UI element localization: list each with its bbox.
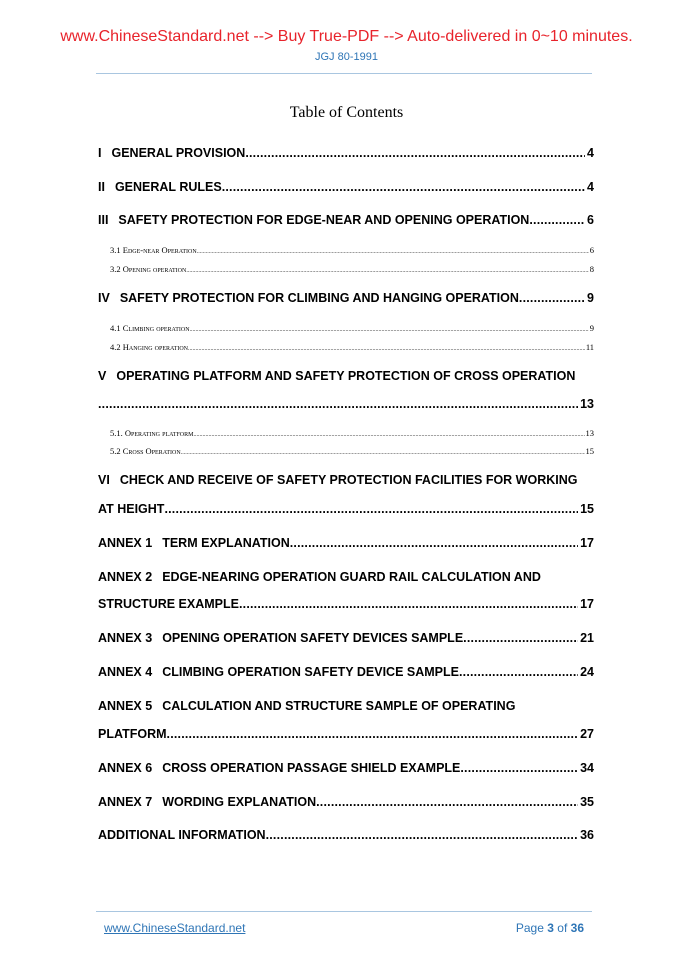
toc-subentry-label: 4.1 Climbing operation xyxy=(110,323,190,333)
toc-entry-title: CALCULATION AND STRUCTURE SAMPLE OF OPERATING xyxy=(162,699,516,713)
toc-entry-page: 6 xyxy=(587,213,594,227)
dot-leader xyxy=(459,665,578,679)
toc-entry-annex-2[interactable] xyxy=(98,570,594,584)
toc-entry-annex-1[interactable] xyxy=(98,536,594,550)
toc-entry-chapter-4[interactable] xyxy=(98,291,594,305)
toc-entry-number: ANNEX 2 xyxy=(98,570,153,584)
toc-entry-page: 4 xyxy=(587,180,594,194)
toc-entry-number: II xyxy=(98,180,105,194)
dot-leader xyxy=(188,346,585,352)
toc-entry-page: 34 xyxy=(580,761,594,775)
toc-entry-title: GENERAL PROVISION xyxy=(111,146,246,160)
toc-entry-number: ANNEX 3 xyxy=(98,631,153,645)
toc-entry-title: OPENING OPERATION SAFETY DEVICES SAMPLE xyxy=(162,631,464,645)
toc-entry-page: 21 xyxy=(580,631,594,645)
page-current: 3 xyxy=(547,921,554,935)
toc-subentry-3-2[interactable] xyxy=(110,264,594,274)
toc-entry-chapter-3[interactable] xyxy=(98,213,594,227)
toc-entry-annex-5[interactable] xyxy=(98,699,594,713)
dot-leader xyxy=(222,180,585,194)
toc-entry-page: 9 xyxy=(587,291,594,305)
toc-entry-annex-4[interactable] xyxy=(98,665,594,679)
dot-leader xyxy=(316,795,578,809)
toc-entry-number: I xyxy=(98,146,102,160)
toc-entry-page: 13 xyxy=(580,397,594,411)
toc-entry-annex-3[interactable] xyxy=(98,631,594,645)
header-banner: www.ChineseStandard.net --> Buy True-PDF --> Auto-delivered in 0~10 minutes. xyxy=(60,28,633,45)
toc-entry-chapter-5-leader[interactable] xyxy=(98,397,594,411)
toc-entry-page: 36 xyxy=(580,828,594,842)
toc-entry-number: ANNEX 6 xyxy=(98,761,153,775)
toc-entry-title: GENERAL RULES xyxy=(114,180,222,194)
toc-entry-page: 15 xyxy=(580,502,594,516)
toc-entry-number: ANNEX 4 xyxy=(98,665,153,679)
toc-entry-number: III xyxy=(98,213,109,227)
toc-entry-chapter-2[interactable] xyxy=(98,180,594,194)
dot-leader xyxy=(529,213,585,227)
toc-entry-annex-5-continued[interactable] xyxy=(98,727,594,741)
dot-leader xyxy=(239,597,578,611)
toc-entry-title-continued: AT HEIGHT xyxy=(98,502,165,516)
toc-entry-annex-6[interactable] xyxy=(98,761,594,775)
toc-entry-page: 35 xyxy=(580,795,594,809)
toc-subentry-page: 11 xyxy=(585,342,594,352)
toc-entry-number: IV xyxy=(98,291,110,305)
toc-entry-additional-information[interactable] xyxy=(98,828,594,842)
toc-entry-title-continued: PLATFORM xyxy=(98,727,167,741)
toc-entry-number: V xyxy=(98,369,107,383)
page-word: Page xyxy=(515,921,544,935)
toc-title: Table of Contents xyxy=(289,104,404,121)
toc-entry-page: 17 xyxy=(580,597,594,611)
toc-entry-title: SAFETY PROTECTION FOR EDGE-NEAR AND OPENING OPERATION xyxy=(118,213,530,227)
toc-entry-title: CROSS OPERATION PASSAGE SHIELD EXAMPLE xyxy=(162,761,461,775)
dot-leader xyxy=(181,450,585,456)
toc-entry-chapter-6-continued[interactable] xyxy=(98,502,594,516)
toc-entry-page: 27 xyxy=(580,727,594,741)
toc-subentry-4-2[interactable] xyxy=(110,342,594,352)
toc-subentry-4-1[interactable] xyxy=(110,323,594,333)
toc-entry-title: CHECK AND RECEIVE OF SAFETY PROTECTION FACILITIES FOR WORKING xyxy=(119,473,578,487)
dot-leader xyxy=(98,397,578,411)
toc-subentry-page: 8 xyxy=(589,264,594,274)
toc-subentry-5-1[interactable] xyxy=(110,428,594,438)
toc-subentry-page: 15 xyxy=(585,446,594,456)
dot-leader xyxy=(519,291,585,305)
toc-subentry-page: 13 xyxy=(585,428,594,438)
dot-leader xyxy=(167,727,579,741)
dot-leader xyxy=(193,432,584,438)
toc-subentry-label: 3.2 Opening operation xyxy=(110,264,187,274)
dot-leader xyxy=(266,828,579,842)
dot-leader xyxy=(245,146,585,160)
toc-entry-chapter-5[interactable] xyxy=(98,369,594,383)
footer-rule xyxy=(96,911,592,912)
toc-subentry-5-2[interactable] xyxy=(110,446,594,456)
toc-entry-chapter-1[interactable] xyxy=(98,146,594,160)
toc-entry-page: 17 xyxy=(580,536,594,550)
toc-entry-number: ANNEX 7 xyxy=(98,795,153,809)
footer-website-link[interactable]: www.ChineseStandard.net xyxy=(104,921,246,935)
toc-entry-title: EDGE-NEARING OPERATION GUARD RAIL CALCULATION AND xyxy=(162,570,541,584)
toc-entry-number: ANNEX 1 xyxy=(98,536,153,550)
toc-entry-title: CLIMBING OPERATION SAFETY DEVICE SAMPLE xyxy=(162,665,459,679)
toc-subentry-page: 9 xyxy=(589,323,594,333)
dot-leader xyxy=(197,249,589,255)
dot-leader xyxy=(164,502,578,516)
dot-leader xyxy=(460,761,578,775)
toc-entry-title: OPERATING PLATFORM AND SAFETY PROTECTION OF CROSS OPERATION xyxy=(116,369,576,383)
toc-subentry-3-1[interactable] xyxy=(110,245,594,255)
toc-entry-title: SAFETY PROTECTION FOR CLIMBING AND HANGING OPERATION xyxy=(119,291,519,305)
document-number: JGJ 80-1991 xyxy=(315,51,378,63)
toc-subentry-label: 5.2 Cross Operation xyxy=(110,446,181,456)
toc-entry-annex-2-continued[interactable] xyxy=(98,597,594,611)
page-of: of xyxy=(557,921,568,935)
toc-subentry-label: 3.1 Edge-near Operation xyxy=(110,245,197,255)
toc-entry-title: WORDING EXPLANATION xyxy=(162,795,317,809)
footer-page-number xyxy=(516,921,584,935)
header-rule xyxy=(96,73,592,74)
dot-leader xyxy=(186,268,588,274)
toc-entry-title: TERM EXPLANATION xyxy=(162,536,290,550)
dot-leader xyxy=(190,327,589,333)
dot-leader xyxy=(290,536,578,550)
toc-entry-page: 4 xyxy=(587,146,594,160)
toc-entry-number: ANNEX 5 xyxy=(98,699,153,713)
toc-entry-title-continued: STRUCTURE EXAMPLE xyxy=(98,597,239,611)
toc-entry-title: ADDITIONAL INFORMATION xyxy=(98,828,266,842)
toc-subentry-label: 4.2 Hanging operation xyxy=(110,342,189,352)
toc-entry-annex-7[interactable] xyxy=(98,795,594,809)
page-total: 36 xyxy=(570,921,584,935)
toc-subentry-label: 5.1. Operating platform xyxy=(110,428,194,438)
toc-entry-number: VI xyxy=(98,473,110,487)
toc-entry-chapter-6[interactable] xyxy=(98,473,594,487)
dot-leader xyxy=(463,631,578,645)
toc-entry-page: 24 xyxy=(580,665,594,679)
toc-subentry-page: 6 xyxy=(589,245,594,255)
